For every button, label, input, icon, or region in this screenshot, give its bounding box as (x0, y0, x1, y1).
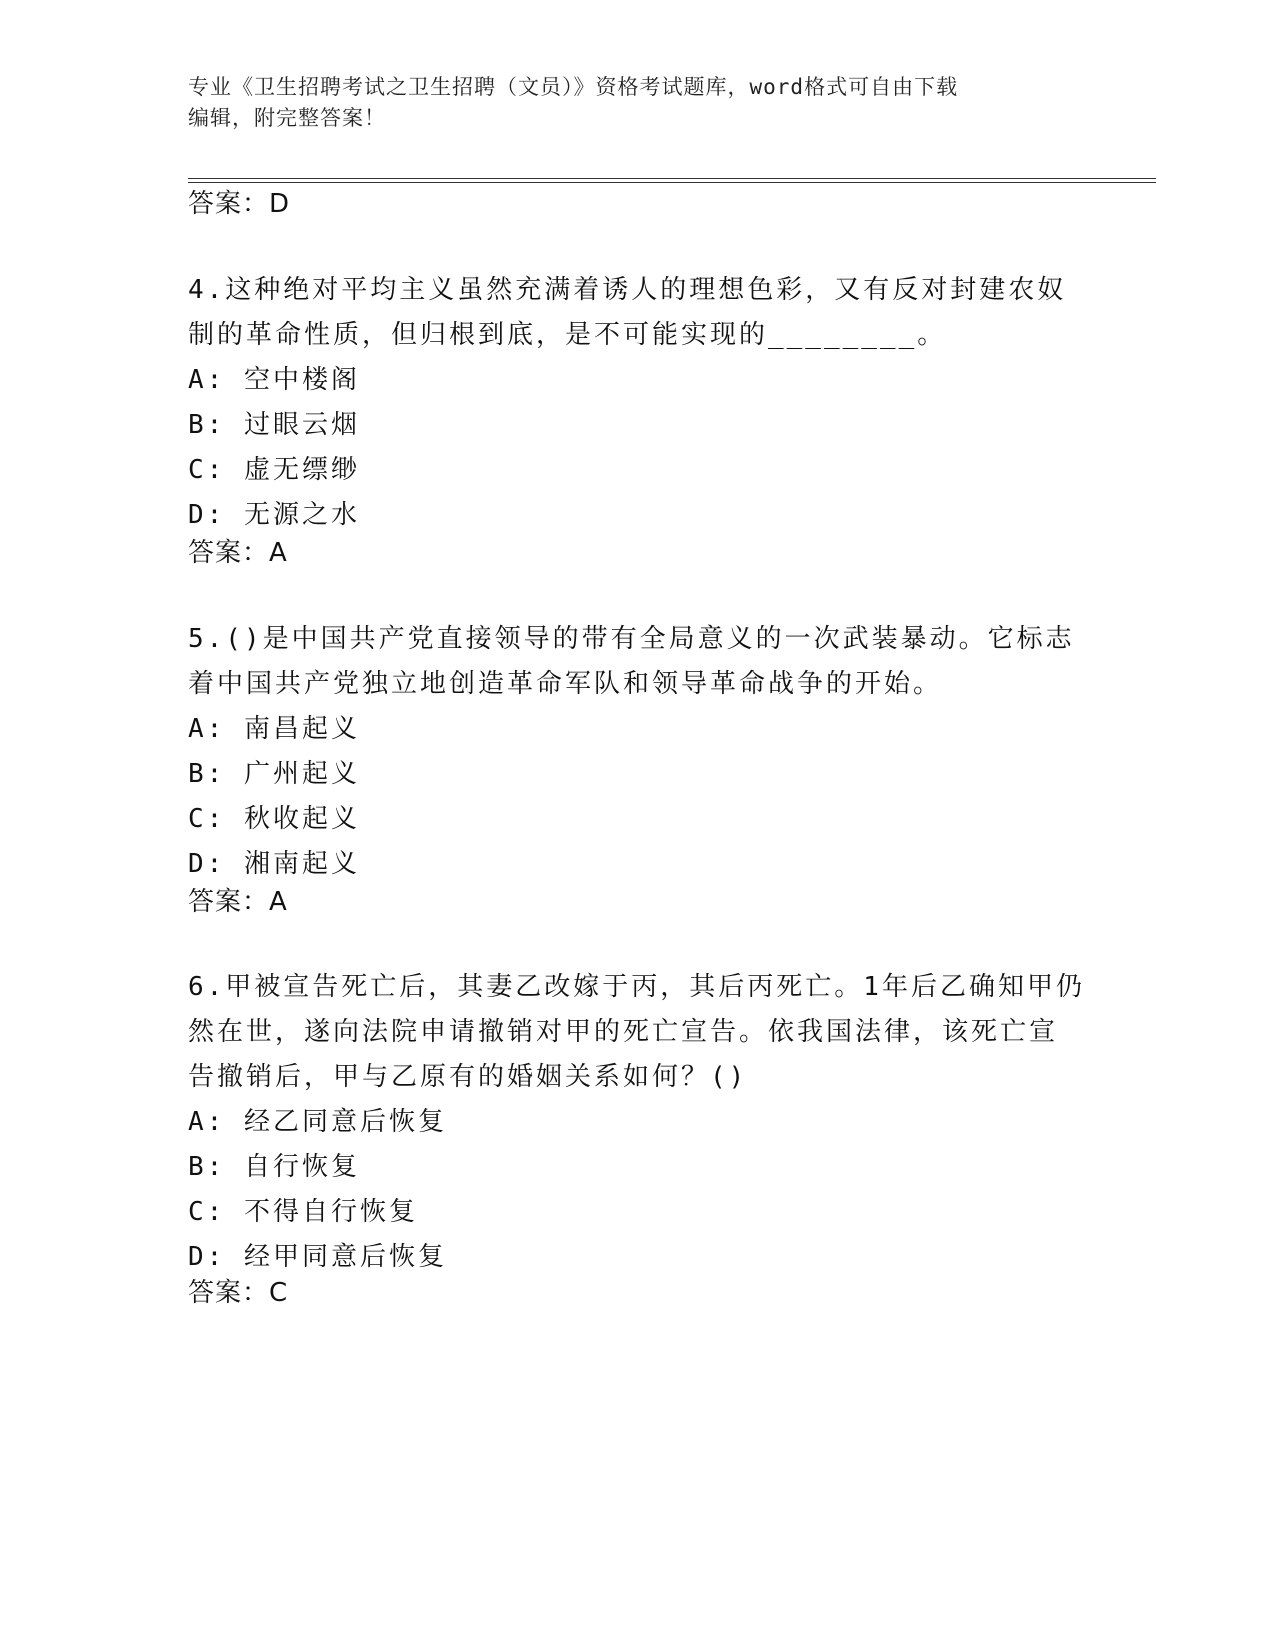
option-d: D: 湘南起义 (188, 849, 360, 879)
question-4 (188, 268, 1088, 538)
document-header (188, 72, 1068, 134)
answer-3: 答案：D (188, 189, 291, 219)
question-text-line: 着中国共产党独立地创造革命军队和领导革命战争的开始。 (188, 669, 943, 699)
option-b: B: 广州起义 (188, 759, 360, 789)
option-a: A: 空中楼阁 (188, 365, 360, 395)
option-b: B: 自行恢复 (188, 1152, 360, 1182)
header-line-1: 专业《卫生招聘考试之卫生招聘（文员）》资格考试题库，word格式可自由下载 (188, 75, 959, 99)
option-a: A: 南昌起义 (188, 714, 360, 744)
question-5 (188, 617, 1088, 887)
option-d: D: 无源之水 (188, 500, 360, 530)
option-a: A: 经乙同意后恢复 (188, 1107, 447, 1137)
option-c: C: 秋收起义 (188, 804, 360, 834)
question-text-line: 6.甲被宣告死亡后，其妻乙改嫁于丙，其后丙死亡。1年后乙确知甲仍 (188, 972, 1085, 1002)
question-text-line: 告撤销后，甲与乙原有的婚姻关系如何？() (188, 1062, 748, 1092)
answer-6: 答案：C (188, 1278, 289, 1308)
question-text-line: 4.这种绝对平均主义虽然充满着诱人的理想色彩，又有反对封建农奴 (188, 275, 1067, 305)
option-d: D: 经甲同意后恢复 (188, 1242, 447, 1272)
question-6 (188, 965, 1088, 1280)
option-b: B: 过眼云烟 (188, 410, 360, 440)
header-line-2: 编辑，附完整答案！ (188, 106, 386, 130)
option-c: C: 虚无缥缈 (188, 455, 360, 485)
question-text-line: 5.()是中国共产党直接领导的带有全局意义的一次武装暴动。它标志 (188, 624, 1075, 654)
answer-4: 答案：A (188, 538, 288, 568)
answer-5: 答案：A (188, 887, 288, 917)
option-c: C: 不得自行恢复 (188, 1197, 418, 1227)
question-text-line: 然在世，遂向法院申请撤销对甲的死亡宣告。依我国法律，该死亡宣 (188, 1017, 1059, 1047)
header-divider (188, 178, 1156, 183)
question-text-line: 制的革命性质，但归根到底，是不可能实现的________。 (188, 320, 947, 350)
